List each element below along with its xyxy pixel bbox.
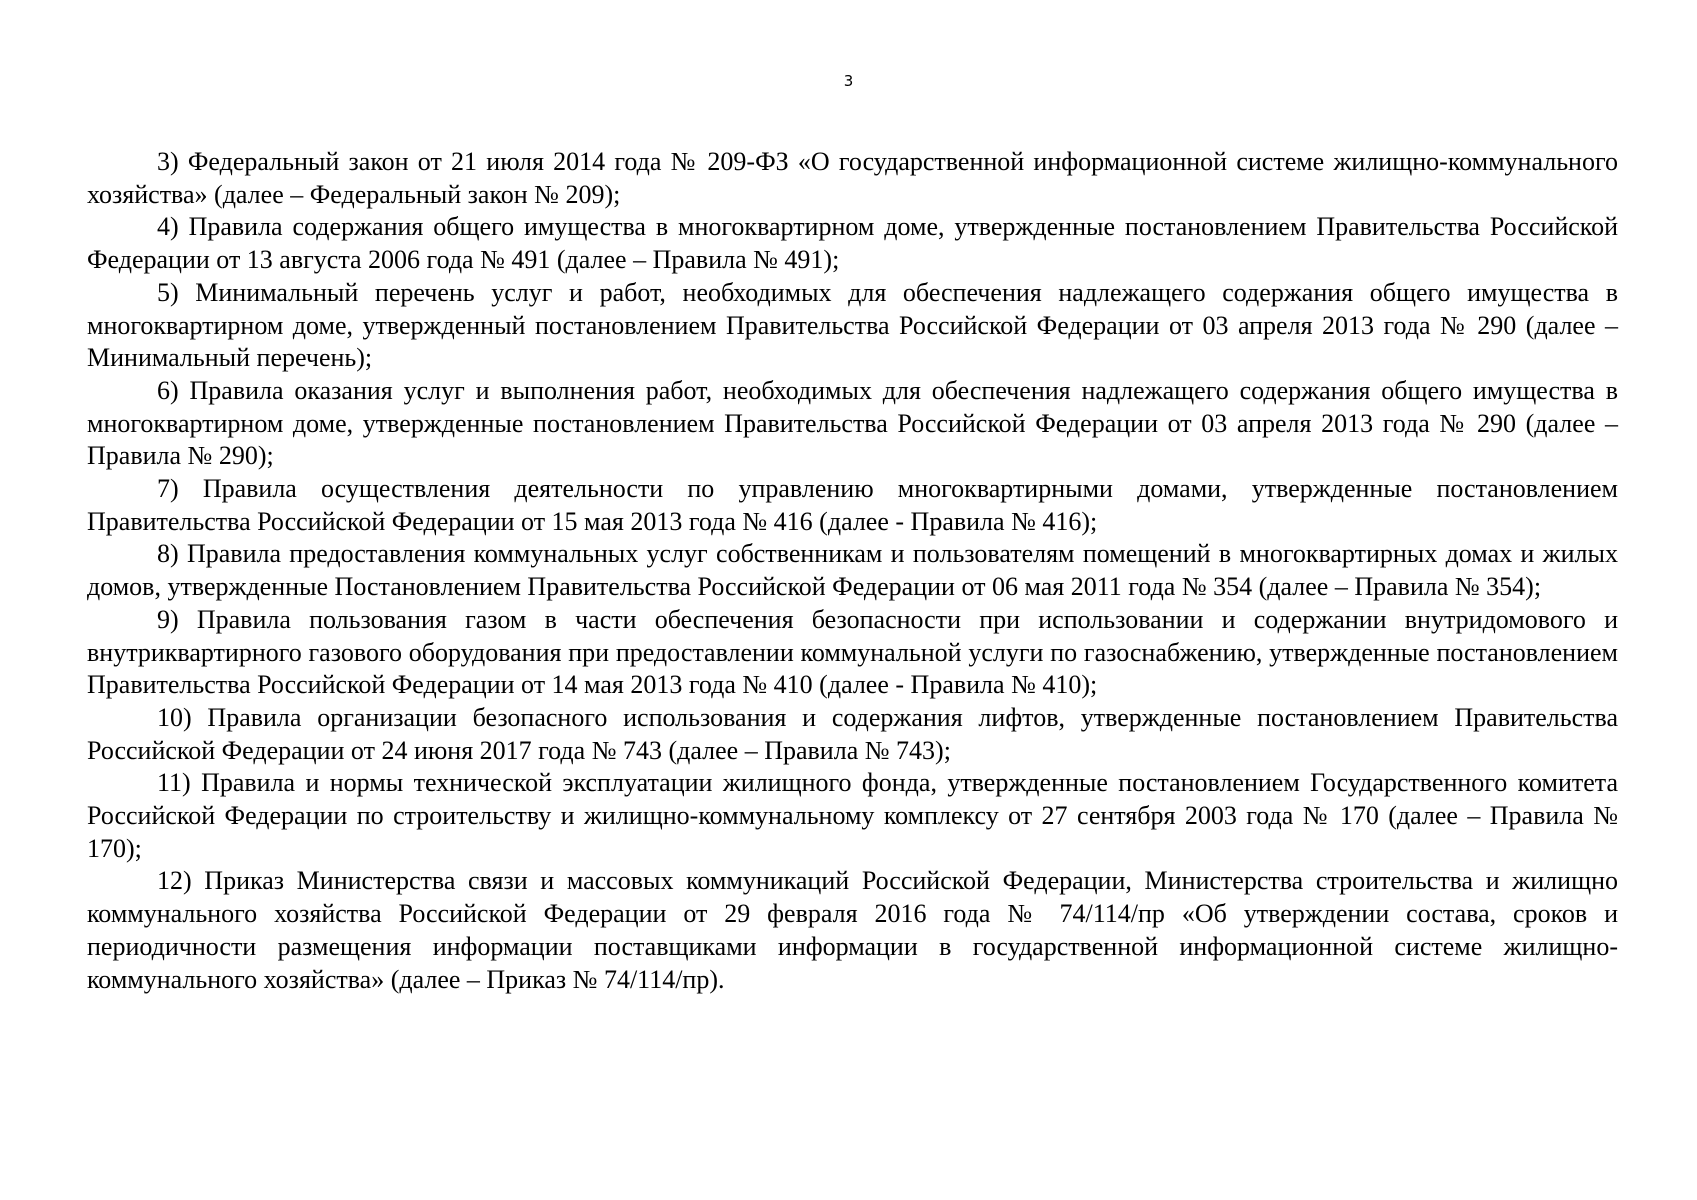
list-item: 8) Правила предоставления коммунальных услуг собственникам и пользователям помещений в многоквартирных домах и жилых домов, утвержденные Постановлением Правительства Российской Федерации от 06 мая 2011 года № 354 (далее – Правила № 354); [87, 539, 1618, 602]
page-number: 3 [843, 72, 854, 90]
list-item: 12) Приказ Министерства связи и массовых коммуникаций Российской Федерации, Министерства строительства и жилищно коммунального хозяйства Российской Федерации от 29 февраля 2016 года № 74/114/пр «Об утверждении состава, сроков и периодичности размещения информации поставщиками информации в государственной информационной системе жилищно-коммунального хозяйства» (далее – Приказ № 74/114/пр). [87, 866, 1618, 994]
list-item: 11) Правила и нормы технической эксплуатации жилищного фонда, утвержденные постановлением Государственного комитета Российской Федерации по строительству и жилищно-коммунальному комплексу от 27 сентября 2003 года № 170 (далее – Правила № 170); [87, 768, 1618, 863]
list-item: 5) Минимальный перечень услуг и работ, необходимых для обеспечения надлежащего содержания общего имущества в многоквартирном доме, утвержденный постановлением Правительства Российской Федерации от 03 апреля 2013 года № 290 (далее – Минимальный перечень); [87, 277, 1618, 373]
document-body [87, 146, 1618, 996]
list-item: 3) Федеральный закон от 21 июля 2014 года № 209-ФЗ «О государственной информационной системе жилищно-коммунального хозяйства» (далее – Федеральный закон № 209); [87, 147, 1618, 209]
list-item: 9) Правила пользования газом в части обеспечения безопасности при использовании и содержании внутридомового и внутриквартирного газового оборудования при предоставлении коммунальной услуги по газоснабжению, утвержденные постановлением Правительства Российской Федерации от 14 мая 2013 года № 410 (далее - Правила № 410); [87, 604, 1618, 700]
list-item: 4) Правила содержания общего имущества в многоквартирном доме, утвержденные постановлением Правительства Российской Федерации от 13 августа 2006 года № 491 (далее – Правила № 491); [87, 212, 1618, 275]
list-item: 7) Правила осуществления деятельности по управлению многоквартирными домами, утвержденные постановлением Правительства Российской Федерации от 15 мая 2013 года № 416 (далее - Правила № 416); [87, 474, 1618, 536]
list-item: 6) Правила оказания услуг и выполнения работ, необходимых для обеспечения надлежащего содержания общего имущества в многоквартирном доме, утвержденные постановлением Правительства Российской Федерации от 03 апреля 2013 года № 290 (далее – Правила № 290); [87, 375, 1618, 471]
list-item: 10) Правила организации безопасного использования и содержания лифтов, утвержденные постановлением Правительства Российской Федерации от 24 июня 2017 года № 743 (далее – Правила № 743); [87, 702, 1618, 765]
